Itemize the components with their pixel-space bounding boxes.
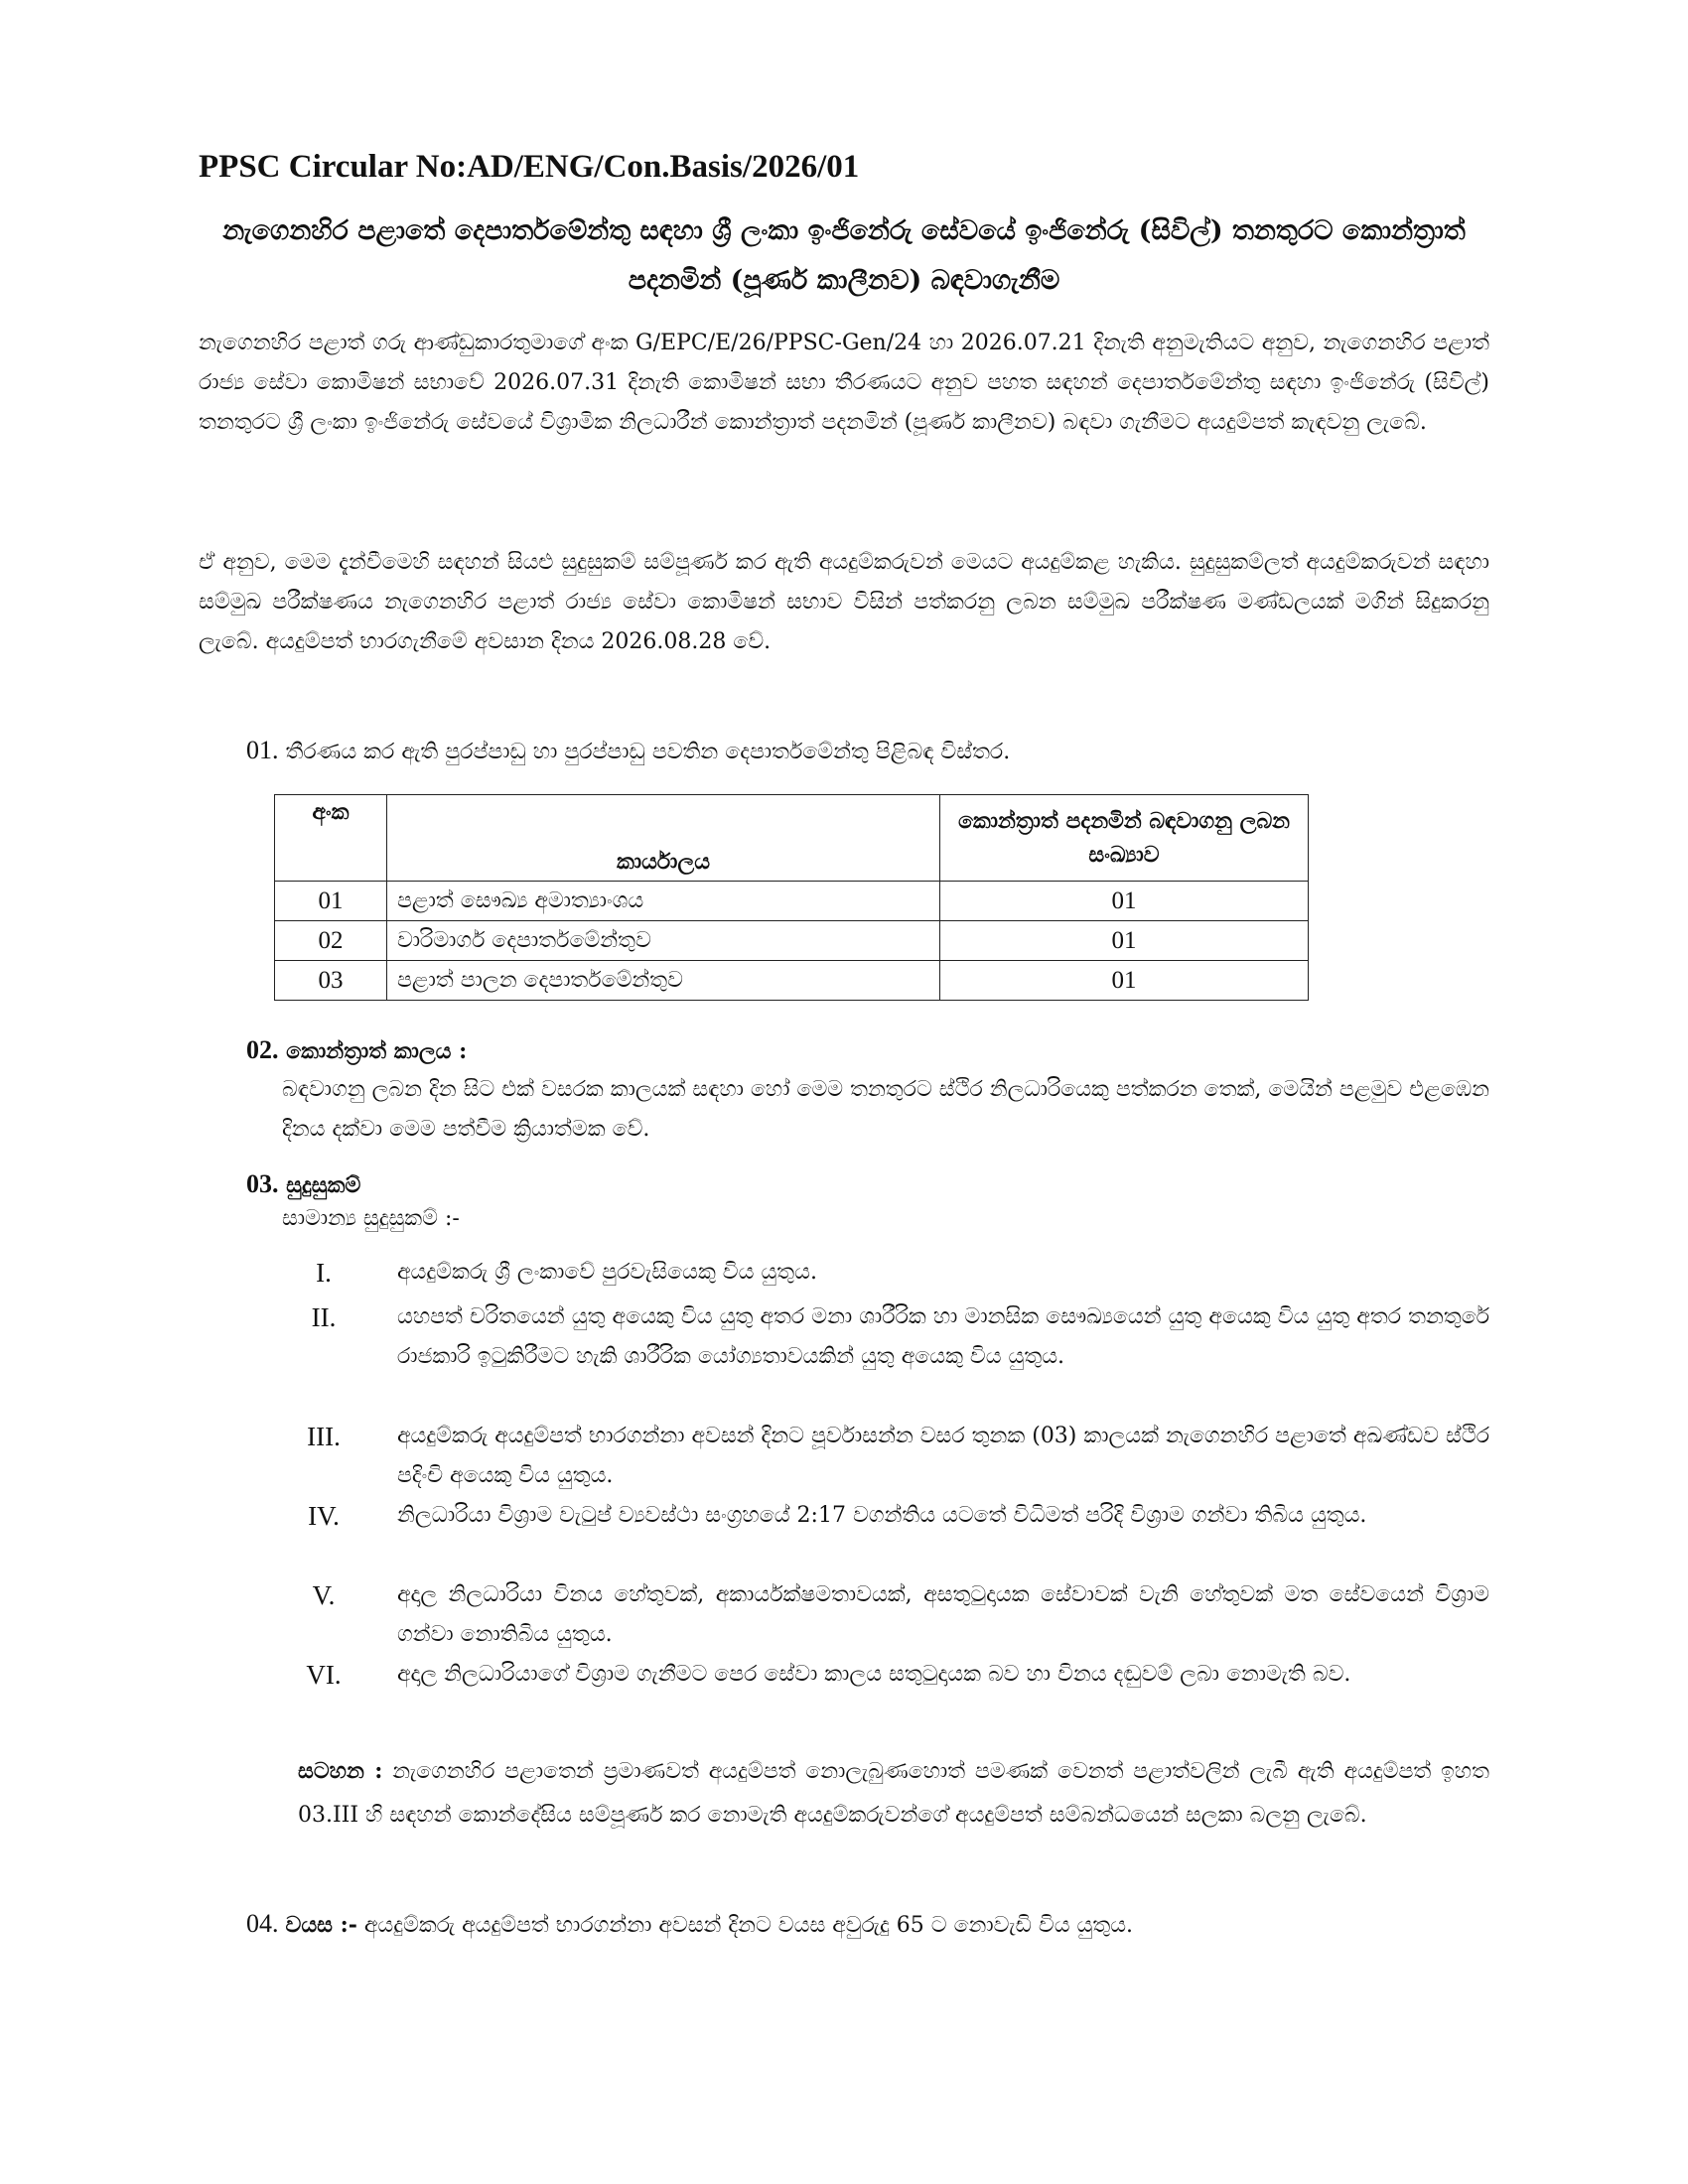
cell-count: 01 [940,961,1309,1001]
cell-no: 01 [275,882,387,921]
section-04-text: අයදුම්කරු අයදුම්පත් භාරගන්නා අවසන් දිනට වයස අවුරුදු 65 ට නොවැඩි විය යුතුය. [363,1913,1134,1938]
note-label: සටහන : [298,1758,383,1784]
section-01-heading [246,733,1010,770]
section-03-title: සුදුසුකම් [286,1172,361,1198]
cell-count: 01 [940,921,1309,961]
cell-no: 03 [275,961,387,1001]
section-04-number: 04. [246,1909,279,1938]
cell-no: 02 [275,921,387,961]
column-header-no: අංක [275,795,387,882]
item-number: III. [307,1422,341,1451]
column-header-office: කාර්යාලය [387,795,940,882]
intro-paragraph-1: නැගෙනහිර පළාත් ගරු ආණ්ඩුකාරතුමාගේ අංක G/EPC/E/26/PPSC-Gen/24 හා 2026.07.21 දිනැති අනුමැතියට අනුව, නැගෙනහිර පළාත් රාජ්‍ය සේවා කොමිෂන් සභාවේ 2026.07.31 දිනැති කොමිෂන් සභා තීරණයට අනුව පහත සඳහන් දෙපාර්තමේන්තු සඳහා ඉංජිනේරු (සිවිල්) තනතුරට ශ්‍රී ලංකා ඉංජිනේරු සේවයේ විශ්‍රාමික නිලධාරීන් කොන්ත්‍රාත් පදනමින් (පූර්ණ කාලීනව) බඳවා ගැනීමට අයදුම්පත් කැඳවනු ලැබේ. [199,331,1489,435]
section-03-number: 03. [246,1169,279,1198]
section-03-heading [246,1166,360,1203]
item-number: I. [316,1258,332,1288]
vacancy-table [274,794,1309,1001]
cell-office: වාරිමාර්ග දෙපාර්තමේන්තුව [387,921,940,961]
cell-office: පළාත් සෞඛ්‍ය අමාත්‍යාංශය [387,882,940,921]
cell-count: 01 [940,882,1309,921]
section-01-text: තීරණය කර ඇති පුරප්පාඩු හා පුරප්පාඩු පවතින දෙපාර්තමේන්තු පිළිබඳ විස්තර. [285,740,1011,764]
item-text: අදාල නිලධාරියා විනය හේතුවක්, අකාර්යක්ෂමතාවයක්, අසතුටුදායක සේවාවක් වැනි හේතුවක් මත සේවයෙන් විශ්‍රාම ගන්වා නොතිබිය යුතුය. [397,1582,1489,1647]
section-01-number: 01. [246,736,279,764]
table-header-row [275,795,1309,882]
item-text: යහපත් චරිතයෙන් යුතු අයෙකු විය යුතු අතර මනා ශාරීරික හා මානසික සෞඛ්‍යයෙන් යුතු අයෙකු විය යුතු අතර තනතුරේ රාජකාරි ඉටුකිරීමට හැකි ශාරීරික යෝග්‍යතාවයකින් යුතු අයෙකු විය යුතුය. [397,1304,1489,1369]
item-number: II. [311,1302,337,1332]
section-04-heading [246,1906,1133,1944]
section-02-heading [246,1032,467,1069]
intro-paragraph-2: ඒ අනුව, මෙම දැන්වීමෙහි සඳහන් සියළු සුදුසුකම් සම්පූර්ණ කර ඇති අයදුම්කරුවන් මෙයට අයදුම්කළ හැකිය. සුදුසුකම්ලත් අයදුම්කරුවන් සඳහා සම්මුඛ පරීක්ෂණය නැගෙනහිර පළාත් රාජ්‍ය සේවා කොමිෂන් සභාව විසින් පත්කරනු ලබන සම්මුඛ පරීක්ෂණ මණ්ඩලයක් මගින් සිදුකරනු ලැබේ. අයදුම්පත් භාරගැනීමේ අවසාන දිනය 2026.08.28 වේ. [199,550,1489,654]
table-row [275,921,1309,961]
item-text: අදාල නිලධාරියාගේ විශ්‍රාම ගැනීමට පෙර සේවා කාලය සතුටුදායක බව හා විනය දඬුවම් ලබා නොමැති බව. [397,1662,1351,1687]
page-title: නැගෙනහිර පළාතේ දෙපාර්තමේන්තු සඳහා ශ්‍රී ලංකා ඉංජිනේරු සේවයේ ඉංජිනේරු (සිවිල්) තනතුරට කොන්ත්‍රාත් පදනමින් (පූර්ණ කාලීනව) බඳවාගැනීම [222,215,1466,296]
item-text: අයදුම්කරු ශ්‍රී ලංකාවේ පුරවැසියෙකු විය යුතුය. [397,1260,817,1285]
item-text: අයදුම්කරු අයදුම්පත් භාරගන්නා අවසන් දිනට පූර්වාසන්න වසර තුනක (03) කාලයක් නැගෙනහිර පළාතේ අඛණ්ඩව ස්ථිර පදිංචි අයෙකු විය යුතුය. [397,1424,1489,1488]
item-number: VI. [306,1660,342,1690]
general-qualifications-label: සාමාන්‍ය සුදුසුකම් :- [282,1206,460,1231]
circular-number: PPSC Circular No:AD/ENG/Con.Basis/2026/01 [199,149,860,185]
table-row [275,882,1309,921]
item-text: නිලධාරියා විශ්‍රාම වැටුප් ව්‍යවස්ථා සංග්‍රහයේ 2:17 වගන්තිය යටතේ විධිමත් පරිදි විශ්‍රාම ගන්වා තිබිය යුතුය. [397,1503,1367,1528]
section-04-title: වයස :- [285,1912,357,1938]
item-number: V. [312,1580,336,1610]
section-02-number: 02. [246,1035,279,1064]
column-header-count: කොන්ත්‍රාත් පදනමින් බඳවාගනු ලබන සංඛ්‍යාව [940,795,1309,882]
cell-office: පළාත් පාලන දෙපාර්තමේන්තුව [387,961,940,1001]
table-row [275,961,1309,1001]
section-02-text: බඳවාගනු ලබන දින සිට එක් වසරක කාලයක් සඳහා හෝ මෙම තනතුරට ස්ථිර නිලධාරියෙකු පත්කරන තෙක්, මෙයින් පළමුව එළඹෙන දිනය දක්වා මෙම පත්වීම ක්‍රියාත්මක වේ. [282,1077,1489,1142]
item-number: IV. [308,1501,340,1531]
note-text: නැගෙනහිර පළාතෙන් ප්‍රමාණවත් අයදුම්පත් නොලැබුණහොත් පමණක් වෙනත් පළාත්වලින් ලැබී ඇති අයදුම්පත් ඉහත 03.III හි සඳහන් කොන්දේසිය සම්පූර්ණ කර නොමැති අයදුම්කරුවන්ගේ අයදුම්පත් සම්බන්ධයෙන් සලකා බලනු ලැබේ. [298,1759,1489,1828]
section-02-title: කොන්ත්‍රාත් කාලය : [286,1038,468,1064]
note-paragraph [298,1749,1489,1838]
